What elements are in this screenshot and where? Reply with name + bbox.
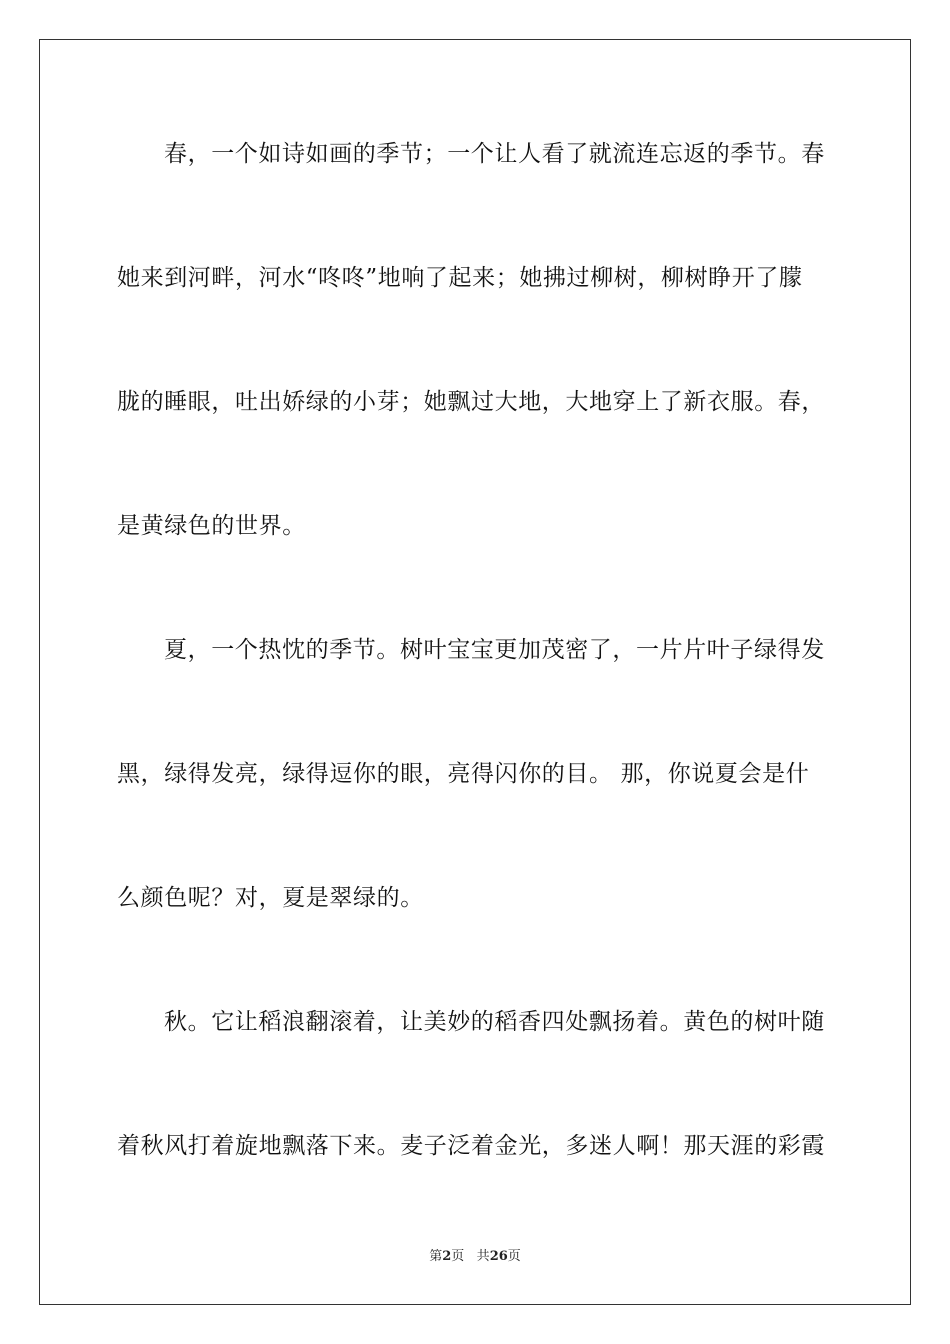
page-frame <box>39 39 911 1305</box>
text-line: 秋。它让稻浪翻滚着，让美妙的稻香四处飘扬着。黄色的树叶随 <box>164 1009 825 1035</box>
total-pages: 26 <box>489 1249 508 1264</box>
page-prefix: 第 <box>429 1249 443 1264</box>
text-line: 胧的睡眼，吐出娇绿的小芽；她飘过大地，大地穿上了新衣服。春， <box>117 389 825 415</box>
total-prefix: 共 <box>476 1249 490 1264</box>
total-suffix: 页 <box>507 1249 521 1264</box>
text-line: 她来到河畔，河水“咚咚”地响了起来；她拂过柳树，柳树睁开了朦 <box>117 265 803 291</box>
text-line: 黑，绿得发亮，绿得逗你的眼，亮得闪你的目。 那，你说夏会是什 <box>117 761 810 787</box>
text-line: 春，一个如诗如画的季节；一个让人看了就流连忘返的季节。春 <box>164 141 825 167</box>
page-footer <box>0 1248 950 1266</box>
text-line: 夏，一个热忱的季节。树叶宝宝更加茂密了，一片片叶子绿得发 <box>164 637 825 663</box>
page-number: 2 <box>442 1249 452 1264</box>
text-line: 着秋风打着旋地飘落下来。麦子泛着金光，多迷人啊！那天涯的彩霞 <box>117 1133 825 1159</box>
text-line: 么颜色呢？对，夏是翠绿的。 <box>117 885 424 911</box>
page-suffix: 页 <box>451 1249 465 1264</box>
text-line: 是黄绿色的世界。 <box>117 513 306 539</box>
